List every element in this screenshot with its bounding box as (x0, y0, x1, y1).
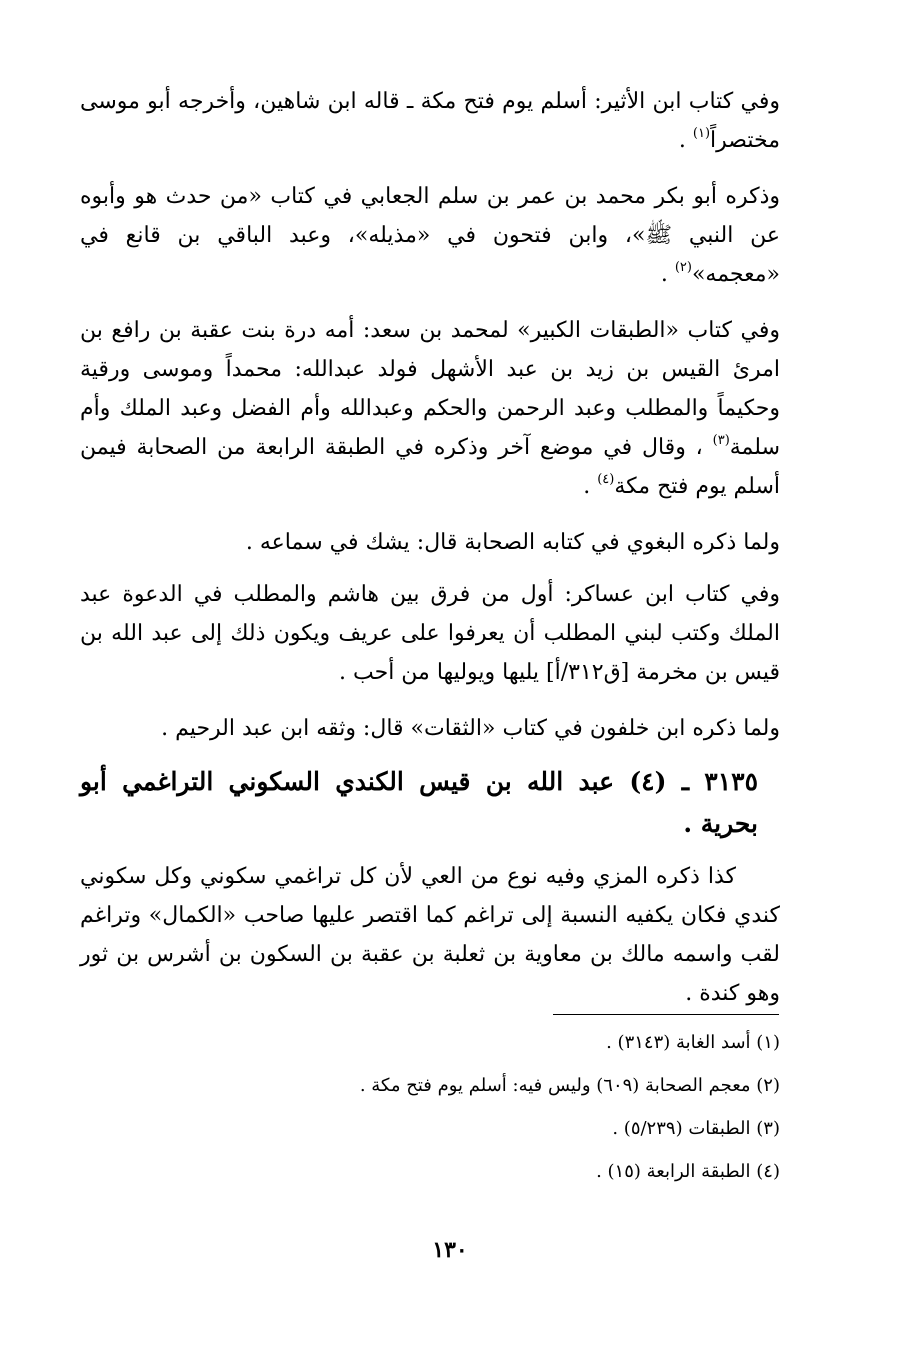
main-text (80, 82, 780, 1030)
footnote-3: (٣) الطبقات (٥/٢٣٩) . (612, 1118, 780, 1139)
footnote-4: (٤) الطبقة الرابعة (١٥) . (596, 1161, 780, 1182)
footnotes (160, 1030, 780, 1202)
footnote-2: (٢) معجم الصحابة (٦٠٩) وليس فيه: أسلم يوم فتح مكة . (359, 1075, 780, 1096)
paragraph-ibn-athir: وفي كتاب ابن الأثير: أسلم يوم فتح مكة ـ قاله ابن شاهين، وأخرجه أبو موسى مختصراً$^{(١)}$ . (80, 89, 780, 153)
paragraph-tabaqat: وفي كتاب «الطبقات الكبير» لمحمد بن سعد: أمه درة بنت عقبة بن رافع بن امرئ القيس بن زيد بن عبد الأشهل فولد عبدالله: محمداً وموسى ورقية وحكيماً والمطلب وعبد الرحمن والحكم وعبدالله وأم الفضل وعبد الملك وأم سلمة$^{(٣)}$ ، وقال في موضع آخر وذكره في الطبقة الرابعة من الصحابة فيمن أسلم يوم فتح مكة$^{(٤)}$ . (80, 318, 780, 499)
entry-body: كذا ذكره المزي وفيه نوع من العي لأن كل تراغمي سكوني وكل سكوني كندي فكان يكفيه النسبة إلى تراغم كما اقتصر عليها صاحب «الكمال» وتراغم لقب واسمه مالك بن معاوية بن ثعلبة بن عقبة بن السكون بن أشرس بن ثور وهو كندة . (80, 864, 780, 1006)
paragraph-ibn-asakir: وفي كتاب ابن عساكر: أول من فرق بين هاشم والمطلب في الدعوة عبد الملك وكتب لبني المطلب أن يعرفوا على عريف ويكون ذلك إلى عبد الله بن قيس بن مخرمة [ق٣١٢/أ] يليها ويوليها من أحب . (80, 582, 780, 685)
paragraph-baghawi: ولما ذكره البغوي في كتابه الصحابة قال: يشك في سماعه . (245, 530, 780, 555)
footnote-1: (١) أسد الغابة (٣١٤٣) . (606, 1032, 780, 1053)
footnote-ref-1[interactable]: (١) (692, 126, 711, 141)
paragraph-jiabi: وذكره أبو بكر محمد بن عمر بن سلم الجعابي في كتاب «من حدث هو وأبوه عن النبي ﷺ»، وابن فتحون في «مذيله»، وعبد الباقي بن قانع في «معجمه»$^{(٢)}$ . (80, 184, 780, 287)
paragraph-ibn-khalfun: ولما ذكره ابن خلفون في كتاب «الثقات» قال: وثقه ابن عبد الرحيم . (161, 716, 780, 741)
footnote-separator (553, 1014, 779, 1015)
entry-heading: ٣١٣٥ ـ (٤) عبد الله بن قيس الكندي السكوني التراغمي أبو بحرية . (80, 767, 758, 838)
footnote-ref-2[interactable]: (٢) (674, 260, 692, 275)
footnote-ref-3[interactable]: (٣) (712, 433, 730, 448)
footnote-ref-4[interactable]: (٤) (597, 472, 615, 487)
page-number: ١٣٠ (432, 1237, 468, 1263)
